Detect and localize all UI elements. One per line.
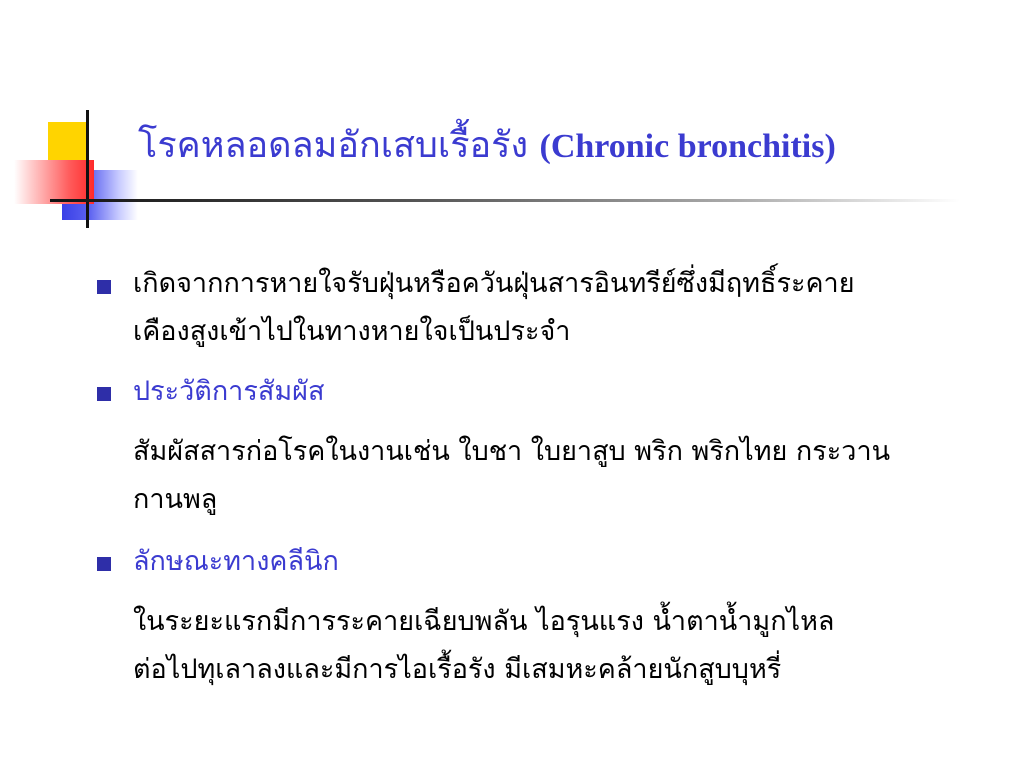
bullet-2-heading: ประวัติการสัมผัส bbox=[133, 376, 325, 407]
bullet-2-body-line-2: กานพลู bbox=[133, 484, 218, 515]
bullet-marker bbox=[97, 280, 111, 294]
bullet-3-body-line-2: ต่อไปทุเลาลงและมีการไอเรื้อรัง มีเสมหะคล้ายนักสูบบุหรี่ bbox=[133, 654, 782, 685]
slide-title-latin: (Chronic bronchitis) bbox=[539, 128, 836, 165]
bullet-3-heading: ลักษณะทางคลีนิก bbox=[133, 546, 339, 577]
bullet-marker bbox=[97, 387, 111, 401]
bullet-3-body-line-1: ในระยะแรกมีการระคายเฉียบพลัน ไอรุนแรง น้ำตาน้ำมูกไหล bbox=[133, 606, 835, 637]
bullet-1-line-1: เกิดจากการหายใจรับฝุ่นหรือควันฝุ่นสารอินทรีย์ซึ่งมีฤทธิ์ระคาย bbox=[133, 268, 855, 299]
bullet-marker bbox=[97, 557, 111, 571]
bullet-2-body-line-1: สัมผัสสารก่อโรคในงานเช่น ใบชา ใบยาสูบ พริก พริกไทย กระวาน bbox=[133, 436, 891, 467]
slide-title-thai: โรคหลอดลมอักเสบเรื้อรัง bbox=[138, 125, 540, 166]
bullet-1-line-2: เคืองสูงเข้าไปในทางหายใจเป็นประจำ bbox=[133, 316, 571, 347]
